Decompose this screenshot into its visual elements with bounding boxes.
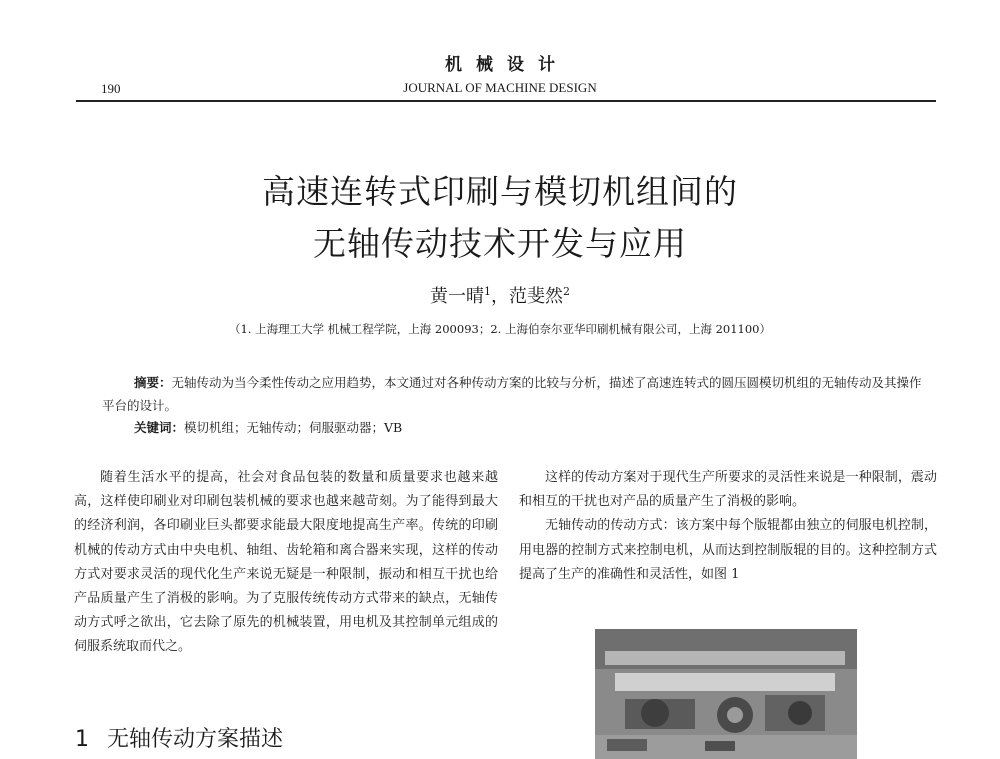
author-name: 黄一晴 [430,286,484,307]
page-number: 190 [101,81,121,96]
journal-name-en: JOURNAL OF MACHINE DESIGN [403,80,597,95]
body-paragraph: 无轴传动的传动方式：该方案中每个版辊都由独立的伺服电机控制，用电器的控制方式来控制电机，从而达到控制版辊的目的。这种控制方式提高了生产的准确性和灵活性，如图 1 [519,518,937,582]
keywords [134,418,934,436]
header-rule [76,100,936,102]
section-title: 无轴传动方案描述 [107,727,284,752]
body-paragraph: 这样的传动方案对于现代生产所要求的灵活性来说是一种限制，震动和相互的干扰也对产品的质量产生了消极的影响。 [519,470,937,510]
keywords-label: 关键词： [134,420,185,435]
title-line-2: 无轴传动技术开发与应用 [313,224,687,263]
author-affiliation-mark: 1 [484,285,491,298]
abstract [102,371,932,417]
figure-1-photo [595,629,857,759]
author-separator: ， [491,286,509,307]
body-left-column [74,466,498,660]
affiliation: （1. 上海理工大学 机械工程学院，上海 200093；2. 上海伯奈尔亚华印刷机械有限公司，上海 201100） [228,322,772,336]
body-right-column [519,466,937,587]
body-paragraph: 随着生活水平的提高，社会对食品包装的数量和质量要求也越来越高，这样使印刷业对印刷包装机械的要求也越来越苛刻。为了能得到最大的经济利润，各印刷业巨头都要求能最大限度地提高生产率。传统的印刷机械的传动方式由中央电机、轴组、齿轮箱和离合器来实现，这样的传动方式对要求灵活的现代化生产来说无疑是一种限制，振动和相互干扰也给产品质量产生了消极的影响。为了克服传统传动方式带来的缺点，无轴传动方式呼之欲出，它去除了原先的机械装置，用电机及其控制单元组成的伺服系统取而代之。 [74,470,498,655]
authors [0,282,1000,308]
section-heading [75,722,283,753]
journal-name-cn: 机械设计 [445,55,569,75]
author-affiliation-mark: 2 [563,285,570,298]
title-line-1: 高速连转式印刷与模切机组间的 [262,172,738,211]
machine-photo [595,629,857,759]
author-name: 范斐然 [509,286,563,307]
abstract-label: 摘要： [134,375,172,390]
abstract-text: 无轴传动为当今柔性传动之应用趋势，本文通过对各种传动方案的比较与分析，描述了高速连转式的圆压圆模切机组的无轴传动及其操作平台的设计。 [102,375,922,413]
keywords-text: 模切机组；无轴传动；伺服驱动器；VB [184,420,403,435]
section-number: 1 [75,727,89,752]
